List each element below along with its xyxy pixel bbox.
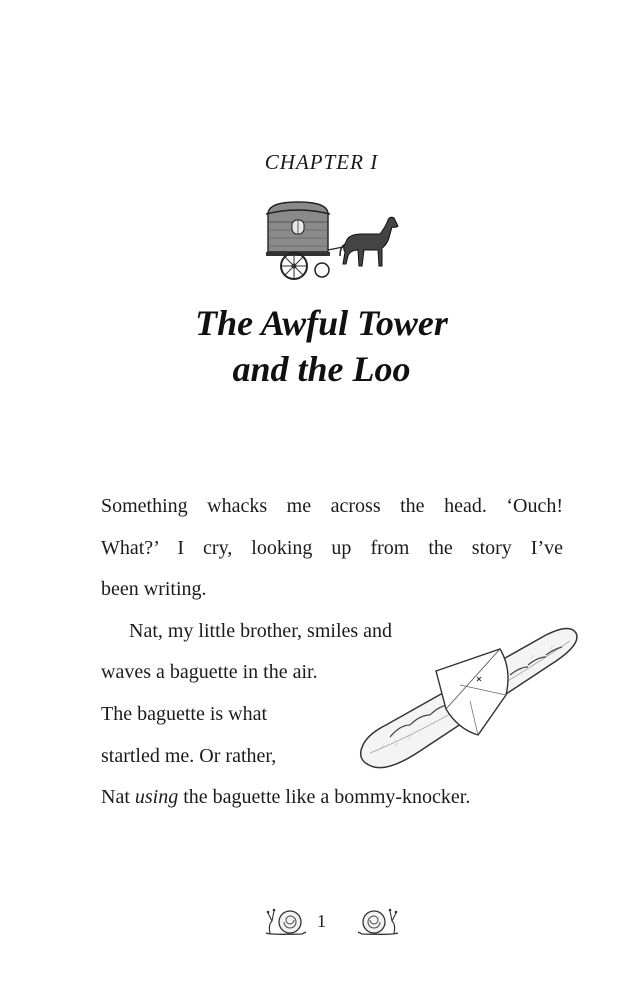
chapter-title-line-1: The Awful Tower [195, 303, 448, 343]
emphasis-text: using [134, 786, 179, 809]
text-line: Something whacks me across the head. ‘Ouch! [101, 495, 563, 517]
text-segment: the baguette like a bommy-knocker. [178, 786, 471, 809]
baguette-illustration [350, 625, 595, 775]
text-line: waves a baguette in the air. [101, 661, 318, 684]
text-line: startled me. Or rather, [101, 744, 277, 767]
page-footer [0, 905, 643, 945]
text-line-last [101, 777, 563, 819]
chapter-title [0, 300, 643, 392]
text-segment: Nat [101, 786, 135, 809]
chapter-title-line-2: and the Loo [232, 349, 411, 389]
text-line: The baguette is what [101, 702, 268, 725]
horse-drawn-caravan-icon [262, 200, 402, 282]
text-line: been writing. [101, 578, 207, 601]
snail-icon [354, 905, 402, 939]
text-line: Nat, my little brother, smiles and [129, 619, 393, 642]
page-number: 1 [317, 911, 326, 931]
text-line: What?’ I cry, looking up from the story I’ve [101, 536, 563, 559]
chapter-label: CHAPTER I [264, 150, 379, 174]
